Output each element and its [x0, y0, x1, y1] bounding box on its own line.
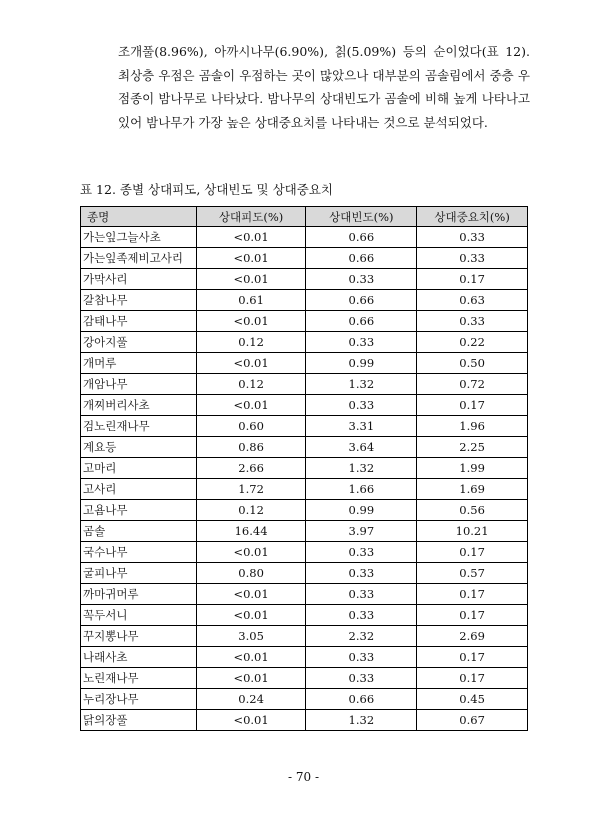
relative-coverage-cell: <0.01 — [196, 227, 306, 248]
importance-value-cell: 1.96 — [417, 416, 528, 437]
species-name-cell: 고마리 — [81, 458, 197, 479]
relative-coverage-cell: 0.61 — [196, 290, 306, 311]
importance-value-cell: 0.22 — [417, 332, 528, 353]
relative-coverage-cell: <0.01 — [196, 248, 306, 269]
relative-coverage-cell: 16.44 — [196, 521, 306, 542]
relative-coverage-cell: 0.12 — [196, 332, 306, 353]
relative-frequency-cell: 0.66 — [306, 290, 417, 311]
species-name-cell: 개찌버리사초 — [81, 395, 197, 416]
relative-frequency-cell: 0.33 — [306, 332, 417, 353]
relative-frequency-cell: 1.32 — [306, 710, 417, 731]
table-row — [81, 479, 528, 500]
table-row — [81, 227, 528, 248]
importance-value-cell: 0.17 — [417, 668, 528, 689]
species-name-cell: 고욤나무 — [81, 500, 197, 521]
relative-frequency-cell: 0.66 — [306, 689, 417, 710]
table-row — [81, 689, 528, 710]
table-caption: 표 12. 종별 상대피도, 상대빈도 및 상대중요치 — [80, 182, 333, 197]
table-row — [81, 563, 528, 584]
importance-value-cell: 0.56 — [417, 500, 528, 521]
importance-value-cell: 0.17 — [417, 542, 528, 563]
relative-coverage-cell: <0.01 — [196, 647, 306, 668]
relative-frequency-cell: 0.33 — [306, 542, 417, 563]
species-name-cell: 노린재나무 — [81, 668, 197, 689]
table-row — [81, 668, 528, 689]
table-row — [81, 248, 528, 269]
species-name-cell: 곰솔 — [81, 521, 197, 542]
relative-frequency-cell: 3.31 — [306, 416, 417, 437]
species-name-cell: 검노린재나무 — [81, 416, 197, 437]
relative-frequency-cell: 0.99 — [306, 500, 417, 521]
relative-coverage-cell: 0.60 — [196, 416, 306, 437]
relative-frequency-cell: 0.33 — [306, 647, 417, 668]
species-name-cell: 개암나무 — [81, 374, 197, 395]
relative-coverage-cell: <0.01 — [196, 395, 306, 416]
species-name-cell: 강아지풀 — [81, 332, 197, 353]
importance-value-cell: 1.99 — [417, 458, 528, 479]
relative-frequency-cell: 0.66 — [306, 311, 417, 332]
table-row — [81, 353, 528, 374]
table-row — [81, 269, 528, 290]
relative-coverage-cell: <0.01 — [196, 311, 306, 332]
species-name-cell: 갈참나무 — [81, 290, 197, 311]
species-name-cell: 꼭두서니 — [81, 605, 197, 626]
relative-frequency-cell: 0.33 — [306, 605, 417, 626]
relative-coverage-cell: 2.66 — [196, 458, 306, 479]
table-row — [81, 521, 528, 542]
table-row — [81, 290, 528, 311]
importance-value-cell: 0.45 — [417, 689, 528, 710]
species-name-cell: 가는잎그늘사초 — [81, 227, 197, 248]
species-name-cell: 굴피나무 — [81, 563, 197, 584]
species-table — [80, 206, 528, 731]
relative-coverage-cell: <0.01 — [196, 605, 306, 626]
importance-value-cell: 2.25 — [417, 437, 528, 458]
table-row — [81, 710, 528, 731]
importance-value-cell: 0.17 — [417, 605, 528, 626]
species-name-cell: 계요등 — [81, 437, 197, 458]
header-importance-value: 상대중요치(%) — [417, 207, 528, 227]
table-row — [81, 500, 528, 521]
relative-coverage-cell: <0.01 — [196, 542, 306, 563]
relative-coverage-cell: 1.72 — [196, 479, 306, 500]
species-name-cell: 가막사리 — [81, 269, 197, 290]
importance-value-cell: 0.17 — [417, 395, 528, 416]
relative-frequency-cell: 0.33 — [306, 269, 417, 290]
relative-coverage-cell: <0.01 — [196, 353, 306, 374]
importance-value-cell: 0.50 — [417, 353, 528, 374]
table-row — [81, 605, 528, 626]
species-name-cell: 까마귀머루 — [81, 584, 197, 605]
relative-frequency-cell: 0.33 — [306, 584, 417, 605]
importance-value-cell: 0.17 — [417, 269, 528, 290]
table-row — [81, 542, 528, 563]
relative-frequency-cell: 1.32 — [306, 374, 417, 395]
relative-coverage-cell: 0.80 — [196, 563, 306, 584]
species-name-cell: 국수나무 — [81, 542, 197, 563]
relative-frequency-cell: 0.33 — [306, 563, 417, 584]
relative-frequency-cell: 3.97 — [306, 521, 417, 542]
importance-value-cell: 1.69 — [417, 479, 528, 500]
table-row — [81, 395, 528, 416]
header-relative-frequency: 상대빈도(%) — [306, 207, 417, 227]
table-row — [81, 626, 528, 647]
species-name-cell: 나래사초 — [81, 647, 197, 668]
relative-frequency-cell: 2.32 — [306, 626, 417, 647]
relative-frequency-cell: 0.33 — [306, 395, 417, 416]
relative-frequency-cell: 0.99 — [306, 353, 417, 374]
relative-frequency-cell: 0.66 — [306, 248, 417, 269]
header-relative-coverage: 상대피도(%) — [196, 207, 306, 227]
relative-coverage-cell: 0.86 — [196, 437, 306, 458]
table-header-row — [81, 207, 528, 227]
importance-value-cell: 0.57 — [417, 563, 528, 584]
relative-coverage-cell: <0.01 — [196, 269, 306, 290]
body-paragraph: 조개풀(8.96%), 아까시나무(6.90%), 칡(5.09%) 등의 순이었다(표 12). 최상층 우점은 곰솔이 우점하는 곳이 많았으나 대부분의 곰솔림에서 중층 우점종이 밤나무로 나타났다. 밤나무의 상대빈도가 곰솔에 비해 높게 나타나고 있어 밤나무가 가장 높은 상대중요치를 나타내는 것으로 분석되었다. — [118, 44, 530, 130]
importance-value-cell: 0.33 — [417, 227, 528, 248]
header-species: 종명 — [81, 207, 197, 227]
importance-value-cell: 0.63 — [417, 290, 528, 311]
species-name-cell: 누리장나무 — [81, 689, 197, 710]
table-row — [81, 584, 528, 605]
importance-value-cell: 0.17 — [417, 584, 528, 605]
importance-value-cell: 0.17 — [417, 647, 528, 668]
species-name-cell: 개머루 — [81, 353, 197, 374]
relative-coverage-cell: <0.01 — [196, 668, 306, 689]
relative-coverage-cell: 0.24 — [196, 689, 306, 710]
table-row — [81, 332, 528, 353]
table-row — [81, 437, 528, 458]
relative-coverage-cell: 3.05 — [196, 626, 306, 647]
relative-coverage-cell: <0.01 — [196, 710, 306, 731]
table-row — [81, 458, 528, 479]
species-name-cell: 감태나무 — [81, 311, 197, 332]
relative-frequency-cell: 0.66 — [306, 227, 417, 248]
table-row — [81, 311, 528, 332]
importance-value-cell: 0.72 — [417, 374, 528, 395]
relative-frequency-cell: 1.66 — [306, 479, 417, 500]
species-name-cell: 가는잎족제비고사리 — [81, 248, 197, 269]
relative-frequency-cell: 3.64 — [306, 437, 417, 458]
species-name-cell: 닭의장풀 — [81, 710, 197, 731]
relative-frequency-cell: 0.33 — [306, 668, 417, 689]
relative-coverage-cell: 0.12 — [196, 500, 306, 521]
importance-value-cell: 0.67 — [417, 710, 528, 731]
importance-value-cell: 0.33 — [417, 311, 528, 332]
table-row — [81, 374, 528, 395]
relative-coverage-cell: 0.12 — [196, 374, 306, 395]
species-name-cell: 고사리 — [81, 479, 197, 500]
species-name-cell: 꾸지뽕나무 — [81, 626, 197, 647]
table-row — [81, 416, 528, 437]
relative-frequency-cell: 1.32 — [306, 458, 417, 479]
page-number: - 70 - — [287, 770, 319, 784]
importance-value-cell: 2.69 — [417, 626, 528, 647]
table-row — [81, 647, 528, 668]
importance-value-cell: 0.33 — [417, 248, 528, 269]
importance-value-cell: 10.21 — [417, 521, 528, 542]
relative-coverage-cell: <0.01 — [196, 584, 306, 605]
